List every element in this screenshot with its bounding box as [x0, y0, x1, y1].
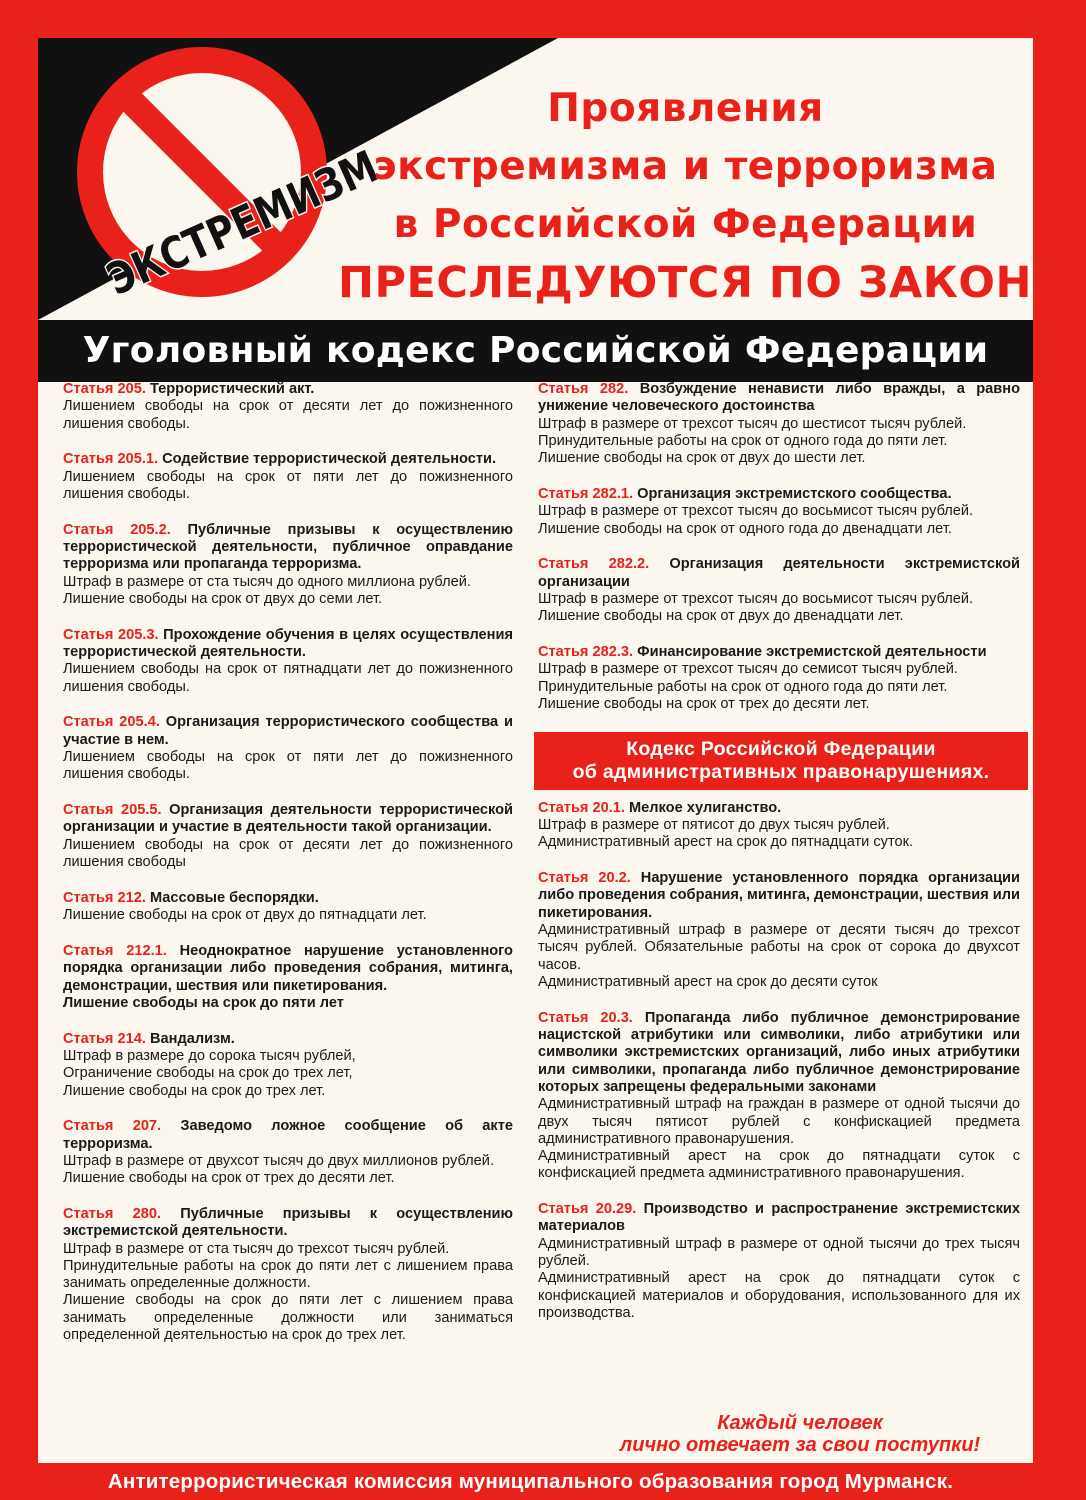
article-penalty: Административный штраф в размере от десяти тысяч до трехсот тысяч рублей. Обязательные работы на срок от сорока до двухсот часов.	[538, 922, 1020, 973]
article-penalty: Лишение свободы на срок до трех лет.	[63, 1082, 326, 1099]
article-title: Вандализм.	[149, 1030, 235, 1047]
article	[63, 381, 513, 433]
article-penalty: Ограничение свободы на срок до трех лет,	[63, 1065, 353, 1082]
article-title: Террористический акт.	[149, 381, 315, 397]
motto-line-2: лично отвечает за свои поступки!	[619, 1434, 981, 1456]
article-heading	[538, 556, 1020, 591]
article-penalty: Административный штраф в размере от одной тысячи до трех тысяч рублей.	[538, 1235, 1020, 1270]
article-penalty: Штраф в размере от двухсот тысяч до двух миллионов рублей.	[63, 1152, 494, 1169]
article-number: Статья 280.	[63, 1205, 162, 1222]
article-title: Производство и распространение экстремистских материалов	[538, 1201, 1020, 1235]
article-heading	[63, 1206, 513, 1241]
article-penalty: Штраф в размере от трехсот тысяч до шестисот тысяч рублей.	[538, 415, 967, 432]
article	[538, 486, 1020, 538]
article	[63, 522, 513, 608]
right-column	[538, 381, 1020, 1341]
article-penalty: Лишение свободы на срок от трех до десяти лет.	[63, 1170, 395, 1187]
headline-line-4: ПРЕСЛЕДУЮТСЯ ПО ЗАКОНУ!	[338, 258, 1086, 308]
article-number: Статья 282.2.	[538, 556, 650, 573]
headline-line-2: экстремизма и терроризма	[373, 144, 998, 189]
article-penalty: Административный штраф на граждан в размере от одной тысячи до двух тысяч пятисот рублей с конфискацией предмета административного правонарушения.	[538, 1096, 1020, 1147]
article-heading	[63, 943, 513, 995]
article-heading	[63, 627, 513, 662]
article-heading	[63, 522, 513, 574]
headline-line-3: в Российской Федерации	[393, 202, 978, 247]
article-penalty: Лишением свободы на срок от пяти лет до пожизненного лишения свободы.	[63, 749, 513, 783]
article-number: Статья 20.2.	[538, 870, 631, 887]
article-penalty: Штраф в размере от трехсот тысяч до восьмисот тысяч рублей.	[538, 503, 974, 520]
article	[63, 943, 513, 1012]
article-number: Статья 205.1.	[63, 451, 159, 468]
article-title: Организация террористического сообщества и участие в нем.	[63, 714, 513, 748]
article-title: Организация деятельности экстремистской организации	[538, 556, 1020, 590]
article-penalty: Лишение свободы на срок до пяти лет	[63, 994, 344, 1011]
article-penalty: Штраф в размере от трехсот тысяч до восьмисот тысяч рублей.	[538, 590, 974, 607]
article-penalty: Принудительные работы на срок до пяти лет с лишением права занимать определенные должности.	[63, 1257, 513, 1292]
article-heading	[538, 1010, 1020, 1096]
article-penalty: Лишение свободы на срок от двух до пятнадцати лет.	[63, 907, 427, 924]
article-penalty: Штраф в размере до сорока тысяч рублей,	[63, 1047, 356, 1064]
article-title: Пропаганда либо публичное демонстрирование нацистской атрибутики или символики, либо атрибутики или символики экстремистских организаций, либо иных атрибутики или символики, пропаганда либо публичное демонстрирование которых запрещены федеральными законами	[538, 1009, 1020, 1095]
article-heading	[63, 802, 513, 837]
article	[63, 714, 513, 783]
article-penalty: Лишение свободы на срок от двух до двенадцати лет.	[538, 608, 904, 625]
article-heading	[63, 451, 513, 468]
article	[63, 890, 513, 925]
article	[538, 1010, 1020, 1183]
article-title: Прохождение обучения в целях осуществления террористической деятельности.	[63, 626, 513, 661]
admin-code-title	[534, 732, 1028, 790]
article-number: Статья 212.	[63, 889, 146, 906]
article-title: Возбуждение ненависти либо вражды, а равно унижение человеческого достоинства	[538, 381, 1020, 415]
article-number: Статья 282.3.	[538, 644, 634, 661]
headline	[338, 80, 1086, 312]
article-title: Публичные призывы к осуществлению экстремистской деятельности.	[63, 1205, 513, 1240]
article-penalty: Административный арест на срок до пятнадцати суток с конфискацией предмета административного правонарушения.	[538, 1148, 1020, 1182]
article	[538, 870, 1020, 991]
article-penalty: Лишение свободы на срок от одного года до двенадцати лет.	[538, 520, 952, 537]
article-title: Содействие террористической деятельности.	[162, 451, 497, 468]
article-heading	[538, 486, 1020, 503]
article	[538, 800, 1020, 852]
article-penalty: Лишение свободы на срок от двух до семи лет.	[63, 590, 383, 607]
article-title: Организация деятельности террористической организации и участие в деятельности такой организации.	[63, 802, 513, 836]
poster	[38, 38, 1086, 1463]
article-number: Статья 207.	[63, 1118, 162, 1135]
article-heading	[63, 1031, 513, 1048]
article-title: Организация экстремистского сообщества.	[637, 485, 952, 502]
article-number: Статья 205.	[63, 381, 146, 397]
article-heading	[63, 381, 513, 398]
article-heading	[63, 1118, 513, 1153]
article-heading	[538, 870, 1020, 922]
article-penalty: Лишением свободы на срок от пятнадцати лет до пожизненного лишения свободы.	[63, 661, 513, 695]
article	[63, 627, 513, 696]
article-penalty: Штраф в размере от пятисот до двух тысяч рублей.	[538, 817, 890, 834]
article-penalty: Лишение свободы на срок от трех до десяти лет.	[538, 695, 870, 712]
article-title: Публичные призывы к осуществлению террористической деятельности, публичное оправдание терроризма или пропаганда терроризма.	[63, 521, 513, 573]
article-penalty: Штраф в размере от ста тысяч до одного миллиона рублей.	[63, 573, 471, 590]
article-heading	[538, 381, 1020, 416]
article	[538, 1201, 1020, 1322]
footer: Антитеррористическая комиссия муниципального образования город Мурманск.	[107, 1470, 954, 1493]
article-number: Статья 212.1.	[63, 942, 167, 959]
article-number: Статья 20.29.	[538, 1201, 637, 1218]
article-penalty: Лишение свободы на срок от двух до шести лет.	[538, 450, 866, 467]
article	[63, 1031, 513, 1100]
article-number: Статья 282.	[538, 381, 629, 397]
article-title: Неоднократное нарушение установленного порядка организации либо проведения собрания, митинга, демонстрации, шествия или пикетирования.	[63, 942, 513, 994]
article-number: Статья 20.3.	[538, 1009, 633, 1026]
article	[538, 644, 1020, 713]
article-number: Статья 205.5.	[63, 802, 162, 819]
article-penalty: Штраф в размере от ста тысяч до трехсот тысяч рублей.	[63, 1240, 450, 1257]
admin-code-line-1: Кодекс Российской Федерации	[626, 737, 936, 760]
article-penalty: Лишением свободы на срок от десяти лет до пожизненного лишения свободы.	[63, 398, 513, 432]
motto-line-1: Каждый человек	[717, 1412, 883, 1434]
article-title: Нарушение установленного порядка организации либо проведения собрания, митинга, демонстрации, шествия или пикетирования.	[538, 870, 1020, 921]
article-heading	[538, 800, 1020, 817]
article	[63, 802, 513, 871]
article-penalty: Принудительные работы на срок от одного года до пяти лет.	[538, 432, 948, 449]
article	[63, 1118, 513, 1187]
article-penalty: Административный арест на срок до пятнадцати суток.	[538, 834, 914, 851]
article-penalty: Лишение свободы на срок до пяти лет с лишением права занимать определенные должности или заниматься определенной деятельностью на срок до трех лет.	[63, 1292, 513, 1344]
article-number: Статья 282.1.	[538, 485, 634, 502]
article-penalty: Принудительные работы на срок от одного года до пяти лет.	[538, 678, 948, 695]
article-number: Статья 205.4.	[63, 714, 160, 731]
article-title: Финансирование экстремистской деятельности	[637, 644, 987, 661]
article-heading	[538, 644, 1020, 661]
motto	[560, 1412, 1040, 1456]
article-penalty: Административный арест на срок до десяти суток	[538, 973, 878, 990]
article-number: Статья 20.1.	[538, 799, 625, 816]
article-penalty: Лишением свободы на срок от десяти лет до пожизненного лишения свободы	[63, 836, 513, 871]
article-number: Статья 205.2.	[63, 521, 171, 538]
article	[63, 451, 513, 503]
article-penalty: Лишением свободы на срок от пяти лет до пожизненного лишения свободы.	[63, 468, 513, 502]
article-penalty: Штраф в размере от трехсот тысяч до семисот тысяч рублей.	[538, 661, 958, 678]
admin-code-line-2: об административных правонарушениях.	[572, 760, 990, 783]
logo-text: ЭКСТРЕМИЗМ	[99, 117, 439, 306]
left-column	[63, 381, 513, 1363]
article	[538, 381, 1020, 467]
article-number: Статья 214.	[63, 1030, 146, 1047]
criminal-code-title: Уголовный кодекс Российской Федерации	[38, 320, 1033, 382]
article-title: Заведомо ложное сообщение об акте терроризма.	[63, 1118, 513, 1152]
article-title: Массовые беспорядки.	[149, 889, 319, 906]
article-penalty: Административный арест на срок до пятнадцати суток с конфискацией материалов и оборудования, использованного для их производства.	[538, 1270, 1020, 1321]
article	[63, 1206, 513, 1344]
article-heading	[63, 714, 513, 749]
article	[538, 556, 1020, 625]
headline-line-1: Проявления	[547, 86, 824, 131]
article-number: Статья 205.3.	[63, 626, 159, 643]
article-heading	[63, 890, 513, 907]
no-extremism-logo	[52, 44, 439, 306]
article-heading	[538, 1201, 1020, 1236]
article-title: Мелкое хулиганство.	[629, 799, 782, 816]
